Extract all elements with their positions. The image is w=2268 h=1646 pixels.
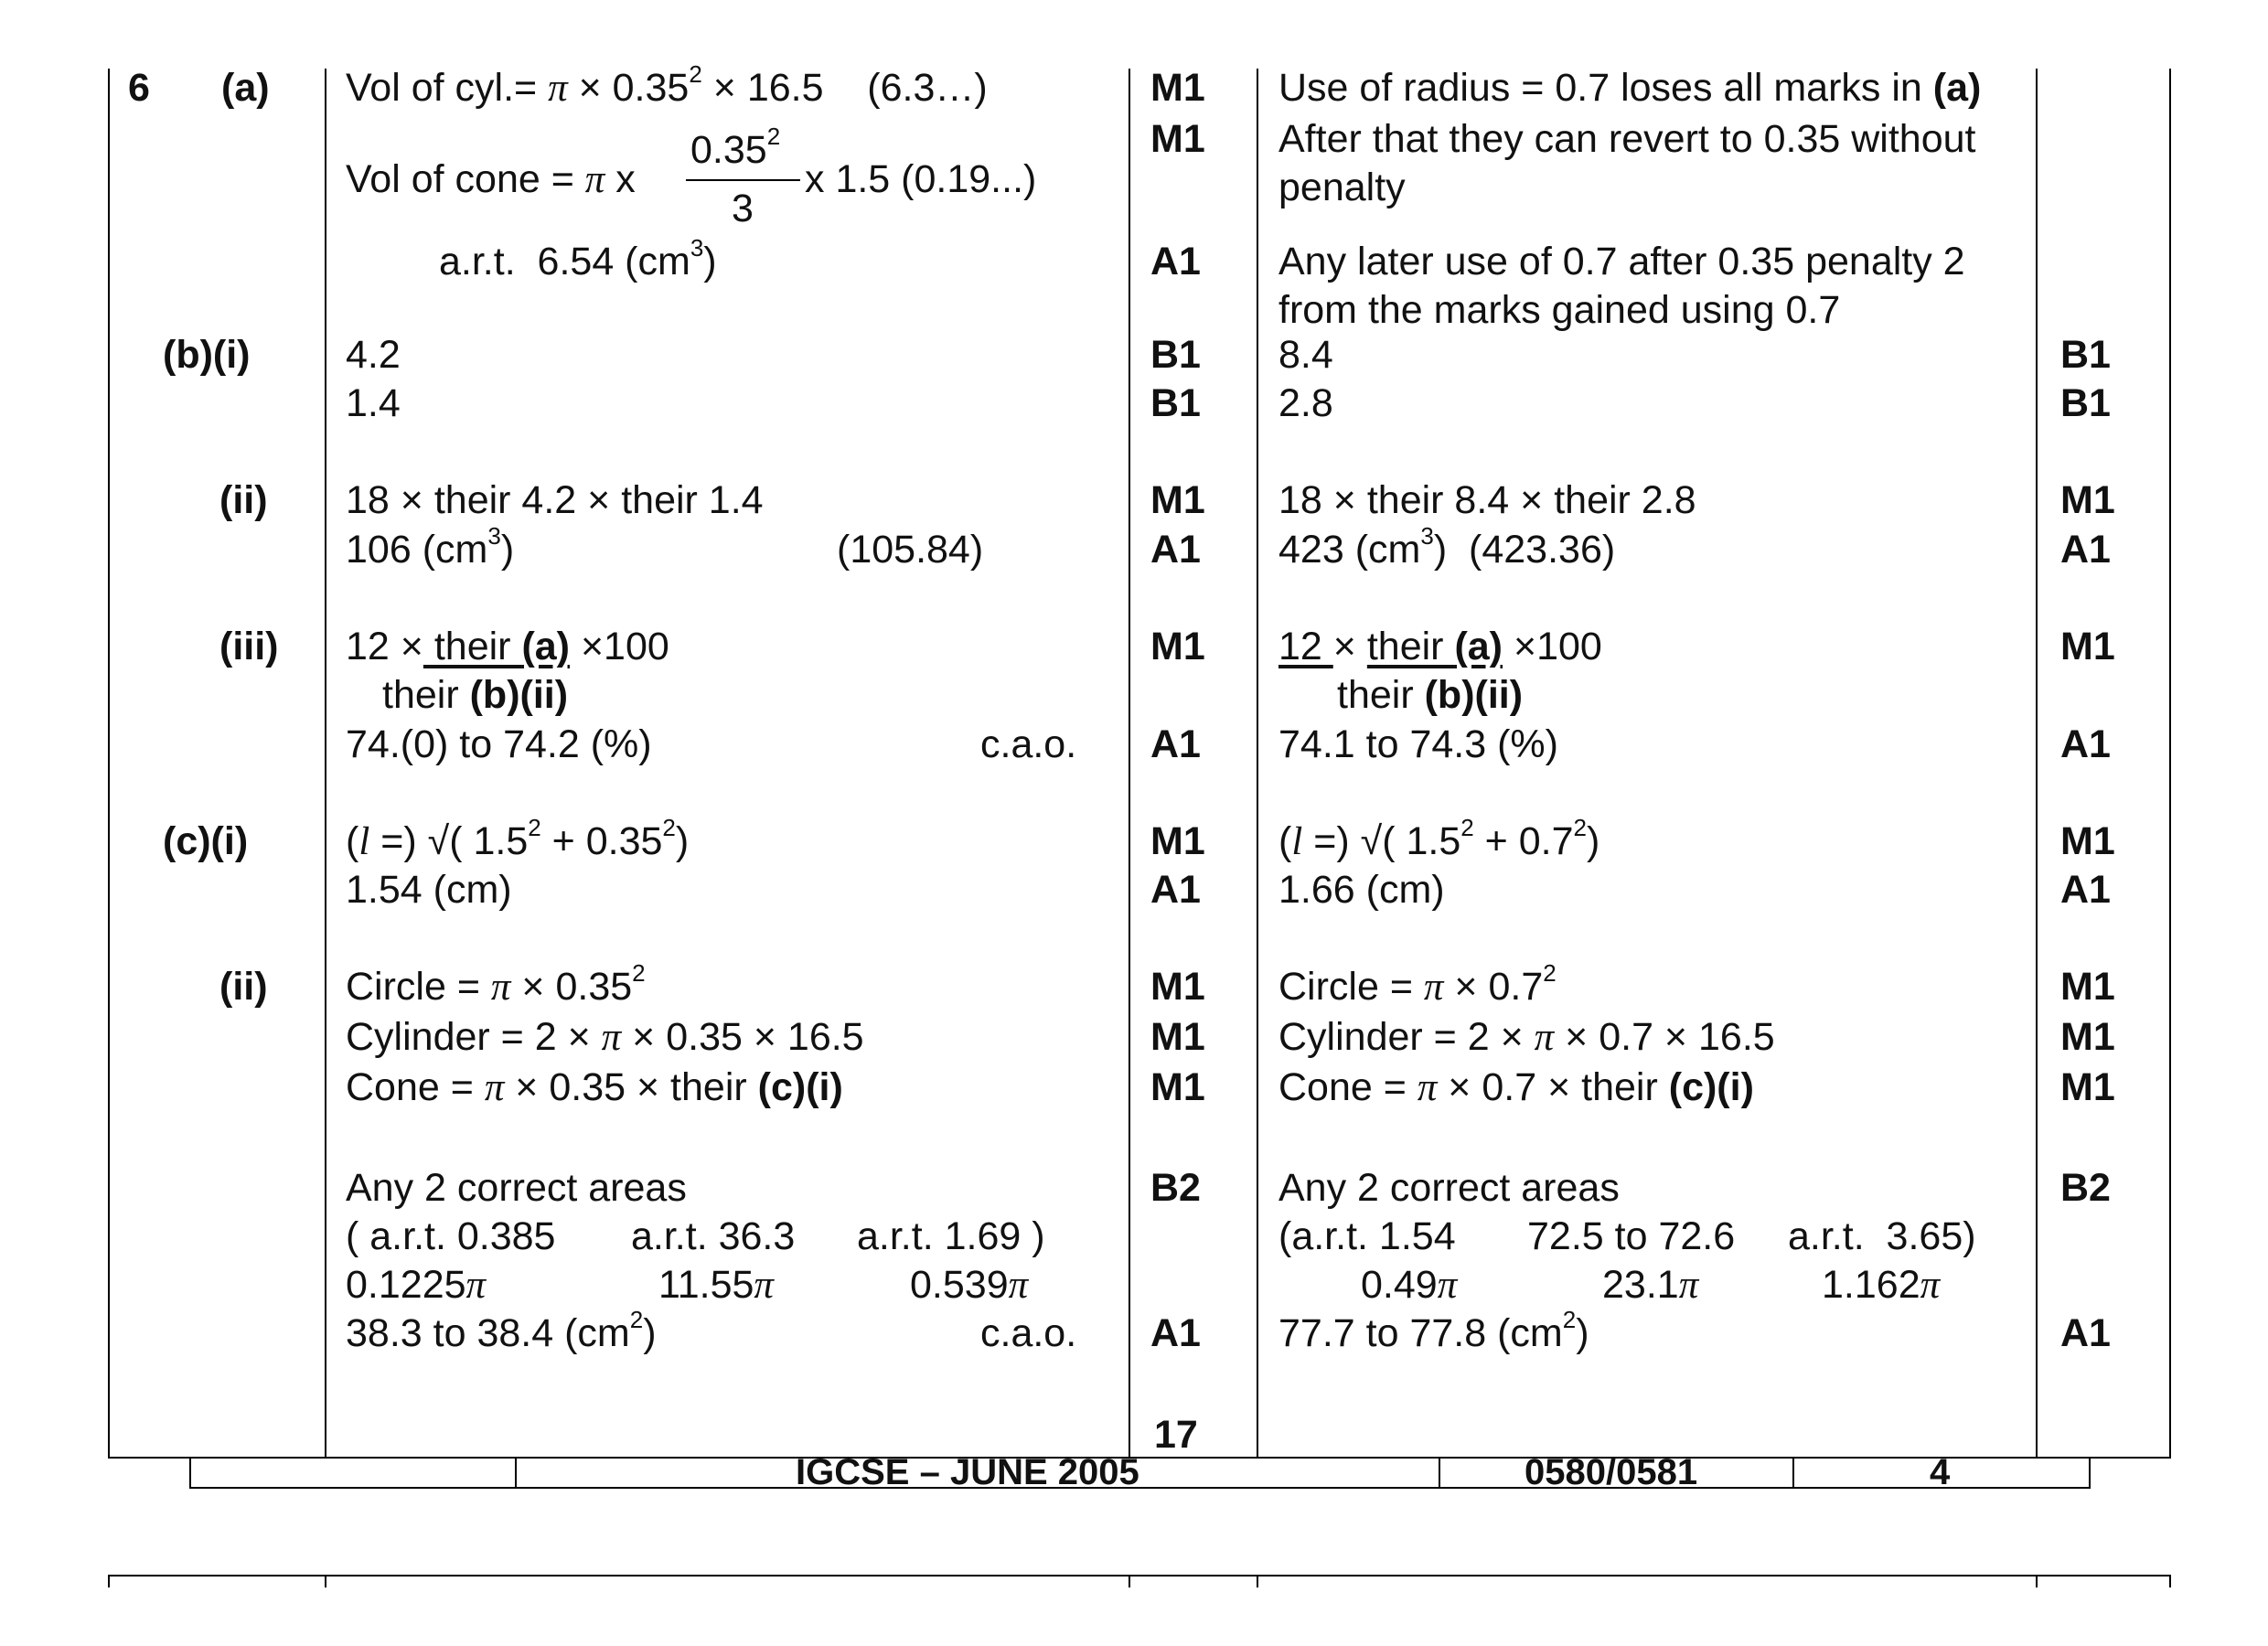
answer-a-cone: Vol of cone = π x — [346, 157, 647, 201]
footer-box-right — [2089, 1459, 2091, 1489]
mark-c-ii-4: B2 — [1150, 1166, 1201, 1210]
table-divider-part — [325, 69, 326, 1459]
fraction-numerator: 0.35$^2$ — [690, 123, 781, 172]
mark-c-ii-2: M1 — [1150, 1015, 1205, 1059]
note-c-ii-pi-3: 1.162π — [1822, 1263, 1941, 1307]
answer-c-ii-pi-1: 0.1225π — [346, 1263, 487, 1307]
part-b-ii: (ii) — [219, 478, 268, 522]
note-c-ii-art-1: (a.r.t. 1.54 — [1278, 1214, 1456, 1258]
part-c-ii: (ii) — [219, 965, 268, 1009]
mark-b-iii-1: M1 — [1150, 625, 1205, 668]
mark-c-ii-5: A1 — [1150, 1311, 1201, 1355]
table-border-right — [2169, 69, 2171, 1459]
alt-mark-b-i-1: B1 — [2060, 333, 2111, 377]
note-b-ii-1: 18 × their 8.4 × their 2.8 — [1278, 478, 1696, 522]
note-b-i-1: 8.4 — [1278, 333, 1333, 377]
table-border-left — [108, 69, 110, 1459]
table-divider-notes — [2036, 69, 2038, 1459]
note-c-ii-pi-2: 23.1π — [1602, 1263, 1699, 1307]
footer-page: 4 — [1930, 1452, 1951, 1492]
answer-c-ii-art-2: a.r.t. 36.3 — [631, 1214, 796, 1258]
answer-b-ii-value: (105.84) — [837, 528, 984, 572]
note-c-ii-art-3: a.r.t. 3.65) — [1788, 1214, 1976, 1258]
answer-c-ii-circle: Circle = $\pi \times 0.35^2$ — [346, 959, 646, 1009]
answer-c-ii-cone: Cone = π × 0.35 × their (c)(i) — [346, 1065, 843, 1109]
answer-c-i-1: (l =) √( $1.5^2 + 0.35^2$) — [346, 814, 690, 863]
alt-mark-b-iii-2: A1 — [2060, 722, 2111, 766]
answer-c-ii-cylinder: Cylinder = 2 × π × 0.35 × 16.5 — [346, 1015, 864, 1059]
answer-c-i-2: 1.54 (cm) — [346, 868, 512, 912]
answer-c-ii-pi-2: 11.55π — [658, 1263, 774, 1307]
note-a-2: After that they can revert to 0.35 without — [1278, 117, 1976, 161]
part-b-iii: (iii) — [219, 625, 279, 668]
next-table-tick-1 — [108, 1575, 110, 1587]
answer-b-i-1: 4.2 — [346, 333, 401, 377]
alt-mark-c-ii-1: M1 — [2060, 965, 2115, 1009]
note-b-iii-2: their (b)(ii) — [1337, 673, 1524, 717]
next-table-tick-6 — [2169, 1575, 2171, 1587]
note-c-i-2: 1.66 (cm) — [1278, 868, 1445, 912]
note-a-4: Any later use of 0.7 after 0.35 penalty 2 — [1278, 240, 1965, 283]
mark-b-ii-2: A1 — [1150, 528, 1201, 572]
mark-b-ii-1: M1 — [1150, 478, 1205, 522]
next-table-top — [108, 1575, 2171, 1577]
note-b-ii-2: 423 $(cm^3)$ (423.36) — [1278, 522, 1616, 572]
answer-b-i-2: 1.4 — [346, 381, 401, 425]
table-border-bottom — [108, 1457, 2171, 1459]
alt-mark-c-ii-3: M1 — [2060, 1065, 2115, 1109]
note-c-ii-cone: Cone = π × 0.7 × their (c)(i) — [1278, 1065, 1754, 1109]
alt-mark-b-i-2: B1 — [2060, 381, 2111, 425]
mark-c-ii-1: M1 — [1150, 965, 1205, 1009]
answer-b-ii-1: 18 × their 4.2 × their 1.4 — [346, 478, 764, 522]
answer-c-ii-art-1: ( a.r.t. 0.385 — [346, 1214, 556, 1258]
footer-box-bottom — [189, 1487, 2090, 1489]
alt-mark-b-ii-1: M1 — [2060, 478, 2115, 522]
footer-box-div3 — [1792, 1459, 1794, 1489]
answer-c-ii-pi-3: 0.539π — [910, 1263, 1029, 1307]
alt-mark-c-ii-5: A1 — [2060, 1311, 2111, 1355]
next-table-tick-2 — [325, 1575, 326, 1587]
alt-mark-b-iii-1: M1 — [2060, 625, 2115, 668]
note-c-ii-cylinder: Cylinder = 2 × π × 0.7 × 16.5 — [1278, 1015, 1775, 1059]
alt-mark-c-ii-4: B2 — [2060, 1166, 2111, 1210]
alt-mark-c-ii-2: M1 — [2060, 1015, 2115, 1059]
footer-code: 0580/0581 — [1524, 1452, 1698, 1492]
answer-a-result: a.r.t. 6.54 $(cm^3)$ — [439, 234, 717, 283]
footer-box-div2 — [1439, 1459, 1440, 1489]
answer-c-ii-result: 38.3 to 38.4 $(cm^2)$ — [346, 1306, 657, 1355]
fraction-bar — [686, 179, 800, 181]
mark-a-1: M1 — [1150, 66, 1205, 110]
note-c-i-1: (l =) √( $1.5^2 + 0.7^2$) — [1278, 814, 1600, 863]
mark-b-i-2: B1 — [1150, 381, 1201, 425]
answer-b-iii-2: their (b)(ii) — [382, 673, 569, 717]
note-c-ii-pi-1: 0.49π — [1361, 1263, 1458, 1307]
answer-a-cylinder: Vol of $cyl.= \pi \times 0.35^2 \times 16.5$ (6.3…) — [346, 60, 988, 110]
next-table-tick-4 — [1257, 1575, 1258, 1587]
question-number: 6 — [128, 66, 150, 110]
mark-a-3: A1 — [1150, 240, 1201, 283]
part-c-i: (c)(i) — [163, 819, 249, 863]
note-c-ii-art-2: 72.5 to 72.6 — [1527, 1214, 1736, 1258]
next-table-tick-5 — [2036, 1575, 2038, 1587]
alt-mark-b-ii-2: A1 — [2060, 528, 2111, 572]
note-b-i-2: 2.8 — [1278, 381, 1333, 425]
answer-c-ii-areas: Any 2 correct areas — [346, 1166, 687, 1210]
mark-c-i-2: A1 — [1150, 868, 1201, 912]
answer-c-ii-art-3: a.r.t. 1.69 ) — [857, 1214, 1045, 1258]
mark-b-i-1: B1 — [1150, 333, 1201, 377]
cao-c-ii: c.a.o. — [980, 1311, 1077, 1355]
mark-b-iii-2: A1 — [1150, 722, 1201, 766]
footer-box-left — [189, 1459, 191, 1489]
note-c-ii-areas: Any 2 correct areas — [1278, 1166, 1620, 1210]
mark-total: 17 — [1154, 1413, 1198, 1457]
mark-c-i-1: M1 — [1150, 819, 1205, 863]
note-c-ii-circle: Circle = $\pi \times 0.7^2$ — [1278, 959, 1557, 1009]
answer-b-ii-2: 106 $(cm^3)$ — [346, 522, 515, 572]
note-a-5: from the marks gained using 0.7 — [1278, 288, 1841, 332]
note-b-iii-1: 12 × their (a) ×100 — [1278, 625, 1602, 668]
next-table-tick-3 — [1129, 1575, 1130, 1587]
note-b-iii-3: 74.1 to 74.3 (%) — [1278, 722, 1558, 766]
answer-b-iii-1: 12 × their (a) ×100 — [346, 625, 669, 668]
table-divider-answer — [1129, 69, 1130, 1459]
part-a: (a) — [221, 66, 270, 110]
table-divider-mark — [1257, 69, 1258, 1459]
fraction-denominator: 3 — [732, 187, 754, 230]
footer-title: IGCSE – JUNE 2005 — [796, 1452, 1139, 1492]
mark-a-2: M1 — [1150, 117, 1205, 161]
note-c-ii-result: 77.7 to 77.8 $(cm^2)$ — [1278, 1306, 1589, 1355]
cao-b-iii: c.a.o. — [980, 722, 1077, 766]
part-b-i: (b)(i) — [163, 333, 251, 377]
mark-c-ii-3: M1 — [1150, 1065, 1205, 1109]
footer-box-div1 — [515, 1459, 517, 1489]
note-a-3: penalty — [1278, 166, 1406, 209]
answer-b-iii-3: 74.(0) to 74.2 (%) — [346, 722, 652, 766]
alt-mark-c-i-1: M1 — [2060, 819, 2115, 863]
answer-a-cone-tail: x 1.5 (0.19...) — [805, 157, 1037, 201]
alt-mark-c-i-2: A1 — [2060, 868, 2111, 912]
note-a-1: Use of radius = 0.7 loses all marks in (a) — [1278, 66, 1982, 110]
